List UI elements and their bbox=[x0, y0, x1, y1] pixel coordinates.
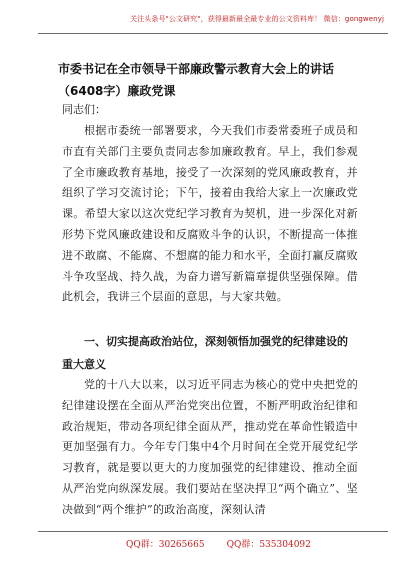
footer-divider bbox=[38, 531, 388, 532]
paragraph-section-1: 党的十八大以来，以习近平同志为核心的党中央把党的纪律建设摆在全面从严治党突出位置，不断严明政治纪律和政治规矩，带动各项纪律全面从严，推动党在革命性锻造中更加坚强有力。今年专门集中4个月时间在全党开展党纪学习教育，就是要以更大的力度加强党的纪律建设、推动全面从严治党向纵深发展。我们要站在坚决捍卫“两个确立”、坚决做到“两个维护”的政治高度，深刻认清 bbox=[62, 378, 358, 516]
header-divider bbox=[38, 33, 388, 34]
header-promo-banner: 关注头条号"公文研究"，获得最新最全最专业的公文资料库！ 微信：gongwenyj bbox=[130, 15, 384, 23]
document-title: 市委书记在全市领导干部廉政警示教育大会上的讲话（6408字）廉政党课 bbox=[58, 62, 335, 98]
footer-contact bbox=[126, 537, 326, 550]
section-heading-1: 一、切实提高政治站位，深刻领悟加强党的纪律建设的重大意义 bbox=[62, 335, 348, 371]
footer-qq-group-2: QQ群：535304092 bbox=[226, 540, 311, 550]
paragraph-intro: 根据市委统一部署要求，今天我们市委常委班子成员和市直有关部门主要负责同志参加廉政教育。早上，我们参观了全市廉政教育基地，接受了一次深刻的党风廉政教育，并组织了学习交流讨论；下午，接着由我给大家上一次廉政党课。希望大家以这次党纪学习教育为契机，进一步深化对新形势下党风廉政建设和反腐败斗争的认识，不断提高一体推进不敢腐、不能腐、不想腐的能力和水平，全面打赢反腐败斗争攻坚战、持久战，为奋力谱写新篇章提供坚强保障。借此机会，我讲三个层面的意思，与大家共勉。 bbox=[62, 124, 358, 304]
footer-qq-group-1: QQ群：30265665 bbox=[126, 540, 205, 550]
salutation: 同志们： bbox=[62, 103, 106, 116]
